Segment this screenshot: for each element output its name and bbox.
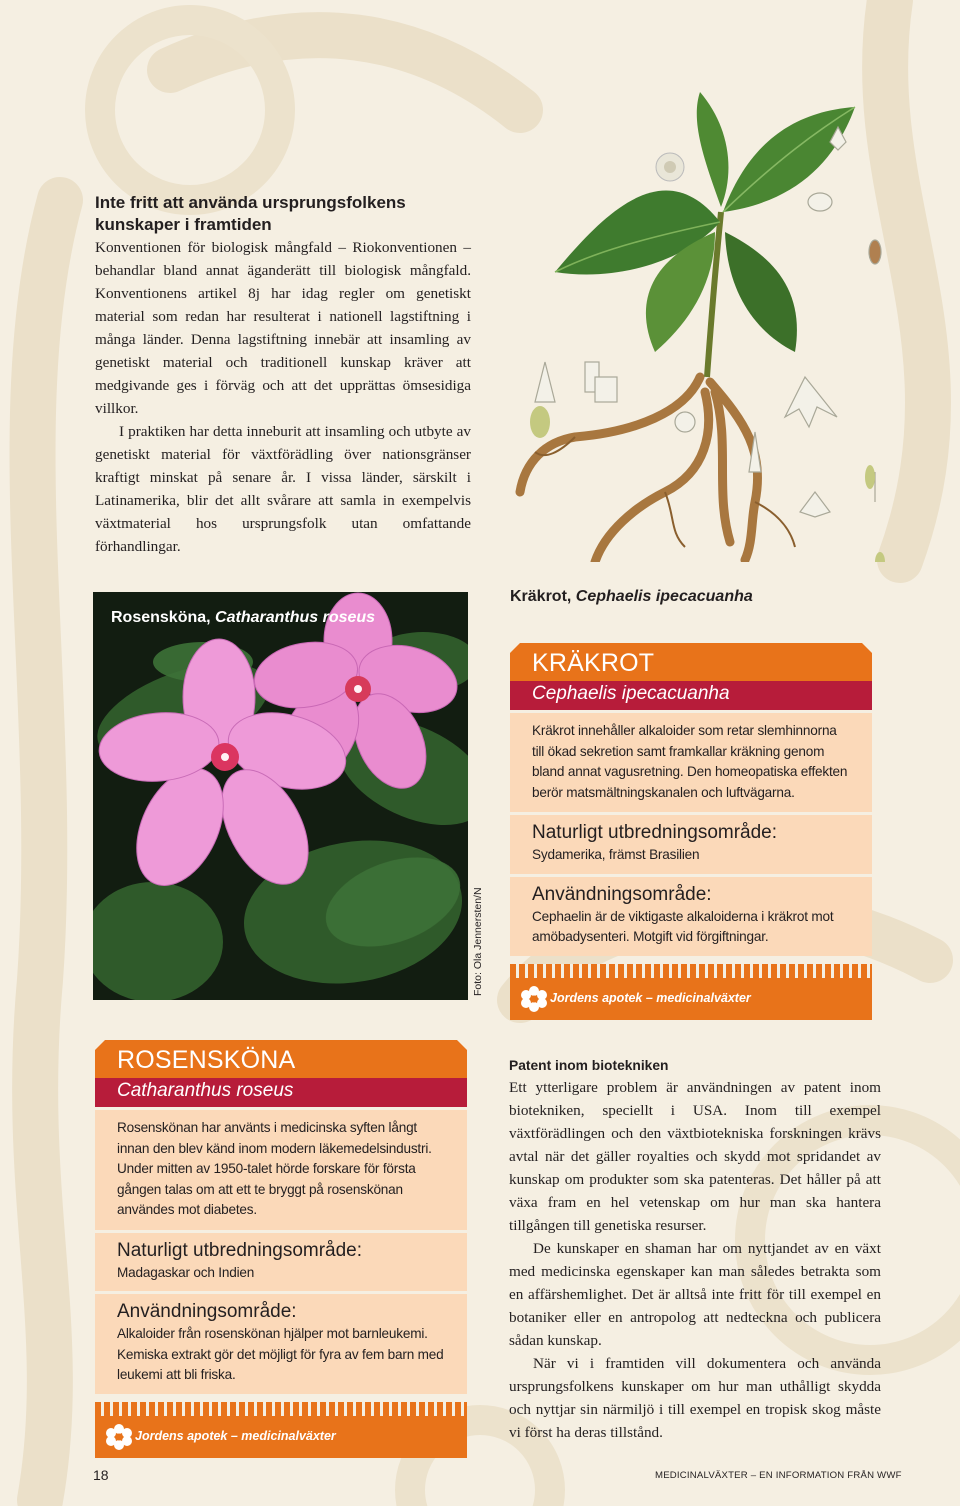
card-title: KRÄKROT [532,649,655,677]
intro-paragraph-2: I praktiken har detta inneburit att insamling och utbyte av genetiskt material för växtförädling över nationsgränser kraftigt minskat på senare år. I vissa länder, särskilt i Latinamerika, blir det allt svårare att samla in exempelvis växtmaterial hos ursprungsfolk utan omfattande förhandlingar. [95,423,471,555]
card-corner [862,643,872,653]
intro-article [95,192,471,558]
photo-caption [111,609,375,627]
photo-credit: Foto: Ola Jennersten/N [472,887,484,996]
card-latin-name: Cephaelis ipecacuanha [510,681,872,710]
intro-paragraph-1: Konventionen för biologisk mångfald – Riokonventionen – behandlar bland annat äganderätt till biologisk mångfald. Konventionens artikel 8j har idag regler om genetiskt material som redan har resulterat i nationell lagstiftning i många länder. Denna lagstiftning innebär att insamling av genetiskt material och traditionell kunskap kräver att medgivande ges i förväg och att det upprättas ömsesidiga villkor. [95,239,471,417]
distribution-text: Madagaskar och Indien [117,1264,255,1280]
photo-caption-name: Rosensköna, [111,609,216,626]
card-usage-section [95,1294,467,1394]
card-corner [95,1040,105,1050]
distribution-heading: Naturligt utbredningsområde: [117,1239,363,1261]
card-latin-name: Catharanthus roseus [95,1078,467,1107]
intro-heading: Inte fritt att använda ursprungsfolkens kunskaper i framtiden [95,193,406,234]
card-header [510,643,872,681]
card-title: ROSENSKÖNA [117,1046,296,1074]
kräkrot-botanical-illustration [515,92,895,562]
card-footer [510,978,872,1020]
kräkrot-caption-latin: Cephaelis ipecacuanha [575,588,753,605]
card-footer [95,1416,467,1458]
card-stripe [95,1402,467,1416]
distribution-heading: Naturligt utbredningsområde: [532,822,778,843]
footer-label: Jordens apotek – medicinalväxter [550,990,751,1005]
card-usage-section [510,877,872,956]
usage-heading: Användningsområde: [532,883,712,905]
kräkrot-caption-name: Kräkrot, [510,588,576,605]
usage-text: Cephaelin är de viktigaste alkaloiderna i kräkrot mot amöbadysenteri. Motgift vid förgiftningar. [532,908,834,944]
patent-paragraph-3: När vi i framtiden vill dokumentera och använda ursprungsfolkens kunskaper om hur man uthålligt skydda och nyttjar sin närmiljö i till exempel en tropisk skog måste vi först ha deras tillstånd. [509,1355,881,1441]
publication-footer: MEDICINALVÄXTER – EN INFORMATION FRÅN WWF [655,1470,902,1481]
footer-label: Jordens apotek – medicinalväxter [135,1428,336,1443]
patent-article [509,1056,881,1444]
card-stripe [510,964,872,978]
card-description: Rosenskönan har använts i medicinska syften långt innan den blev känd inom modern läkemedelsindustri. Under mitten av 1950-talet hörde forskare för första gången talas om att ett te bryggt på rosenskönan användes mot diabetes. [95,1110,467,1230]
patent-paragraph-2: De kunskaper en shaman har om nyttjandet av en växt med medicinska egenskaper kan man således betrakta som en affärshemlighet. Det är alltså inte fritt för till exempel en botaniker eller en antropolog att nedteckna och publicera sådan kunskap. [509,1240,881,1349]
flower-icon [520,985,548,1013]
photo-caption-latin: Catharanthus roseus [215,609,376,626]
card-description: Kräkrot innehåller alkaloider som retar slemhinnorna till ökad sekretion samt framkallar kräkning genom bland annat vagusretning. Den homeopatiska effekten berör matsmältningskanalen och luftvägarna. [510,713,872,812]
card-corner [457,1040,467,1050]
distribution-text: Sydamerika, främst Brasilien [532,847,700,862]
card-distribution-section [510,815,872,874]
patent-heading: Patent inom biotekniken [509,1058,669,1073]
flower-icon [105,1423,133,1451]
patent-paragraph-1: Ett ytterligare problem är användningen av patent inom biotekniken, speciellt i USA. Inom till exempel växtförädlingen och den växtbiotekniska forskningen krävs avtal när det gäller royalties och skydd mot spridandet av kunskap om produkter som ska patenteras. Det håller på att växa fram en hel vetenskap om hur man ska hantera tillgången till genetiska resurser. [509,1079,881,1234]
card-header [95,1040,467,1078]
rosensköna-info-card [95,1040,467,1458]
usage-heading: Användningsområde: [117,1301,297,1322]
page-number: 18 [93,1467,109,1483]
card-corner [510,643,520,653]
rosensköna-photo [93,592,468,1000]
usage-text: Alkaloider från rosenskönan hjälper mot barnleukemi. Kemiska extrakt gör det möjligt för fyra av fem barn med leukemi att bli friska. [117,1326,444,1382]
card-distribution-section [95,1233,467,1292]
kräkrot-info-card [510,643,872,1020]
pink-flower-image [93,592,468,1000]
kräkrot-caption [510,588,753,606]
